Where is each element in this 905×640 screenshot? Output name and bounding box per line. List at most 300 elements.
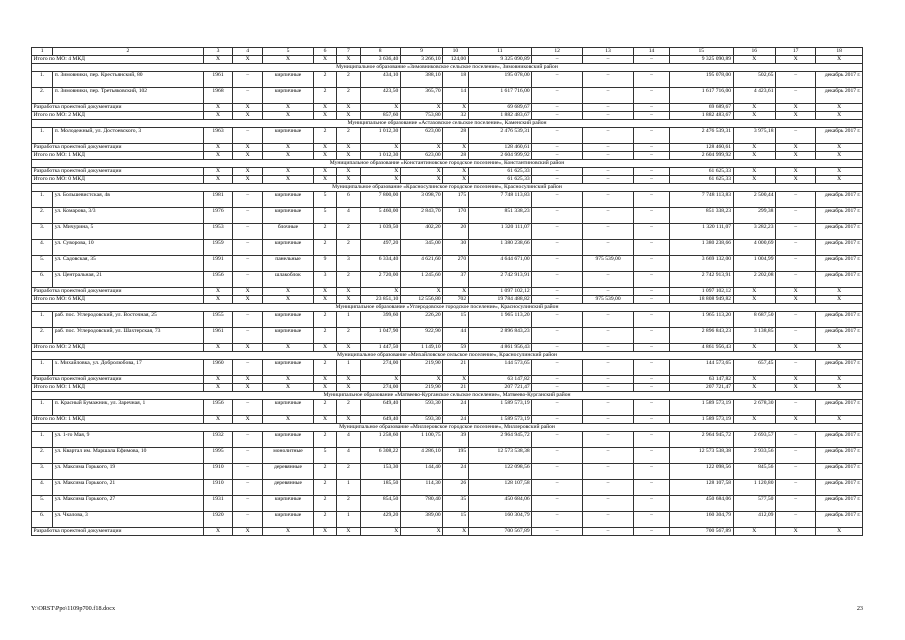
table-row (32, 400, 863, 416)
address-cell: х. Михайловка, ул. Добролюбова, 17 (53, 360, 204, 376)
row-number: 2. (32, 88, 53, 104)
document-path: Y:\ORST\Ppo\1109p700.f18.docx (31, 605, 116, 612)
cell: 2 843,70 (400, 208, 442, 224)
cell: Х (775, 152, 815, 160)
cell: 434,10 (360, 72, 400, 88)
cell: Х (337, 152, 360, 160)
cell: – (633, 72, 669, 88)
cell: 2 742 913,91 (670, 272, 734, 288)
deadline-cell: декабрь 2017 г. (816, 512, 863, 528)
deadline-cell: декабрь 2017 г. (816, 432, 863, 448)
cell: – (583, 128, 634, 144)
cell: 4 621,60 (400, 256, 442, 272)
column-number: 2 (53, 48, 204, 56)
cell: Х (400, 176, 442, 184)
cell: – (633, 448, 669, 464)
cell: – (532, 288, 583, 296)
cell: 399,60 (360, 312, 400, 328)
cell: 1 617 716,00 (468, 88, 532, 104)
row-number: 4. (32, 480, 53, 496)
address-cell: раб. пос. Углеродовский, ул. Шахтерская, 73 (53, 328, 204, 344)
cell: 61 625,33 (670, 168, 734, 176)
cell: 2 (313, 328, 336, 344)
address-cell: ул. Максима Горького, 27 (53, 496, 204, 512)
cell: 6 (337, 192, 360, 208)
cell: 412,09 (733, 512, 775, 528)
cell: Х (337, 288, 360, 296)
row-label: Разработка проектной документации (32, 144, 204, 152)
cell: 7 800,00 (360, 192, 400, 208)
cell: Х (337, 296, 360, 304)
cell: Х (775, 168, 815, 176)
cell: Х (360, 288, 400, 296)
cell: Х (203, 152, 233, 160)
cell: 1 380 238,66 (670, 240, 734, 256)
cell: – (633, 384, 669, 392)
deadline-cell: декабрь 2017 г. (816, 328, 863, 344)
cell: – (583, 464, 634, 480)
cell: 1995 (203, 448, 233, 464)
cell: 3 975,18 (733, 128, 775, 144)
cell: 61 625,33 (468, 176, 532, 184)
cell: – (775, 88, 815, 104)
cell: – (633, 168, 669, 176)
cell: – (633, 328, 669, 344)
cell: Х (360, 528, 400, 536)
cell: Х (233, 152, 263, 160)
summary-row (32, 384, 863, 392)
summary-row (32, 144, 863, 152)
cell: Х (816, 168, 863, 176)
cell: 61 625,33 (670, 176, 734, 184)
cell: – (633, 256, 669, 272)
cell: – (532, 208, 583, 224)
cell: 114,30 (400, 480, 442, 496)
cell: блочные (263, 224, 314, 240)
cell: Х (816, 344, 863, 352)
row-number: 1. (32, 360, 53, 376)
cell: 975 539,00 (583, 296, 634, 304)
cell: Х (733, 176, 775, 184)
cell: – (775, 240, 815, 256)
address-cell: п. Красный Бумажник, ул. Заречная, 1 (53, 400, 204, 416)
cell: 2 (313, 432, 336, 448)
cell: Х (263, 176, 314, 184)
cell: кирпичные (263, 240, 314, 256)
cell: 5 (313, 192, 336, 208)
cell: 28 (443, 152, 468, 160)
cell: 2 (313, 464, 336, 480)
cell: – (583, 192, 634, 208)
section-title: Муниципальное образование «Матвеево-Курганское сельское поселение», Матвеево-Курганский район (32, 392, 863, 400)
cell: 577,50 (733, 496, 775, 512)
cell: Х (263, 104, 314, 112)
cell: 3 098,70 (400, 192, 442, 208)
cell: 12 573 538,38 (670, 448, 734, 464)
cell: 2 896 843,23 (670, 328, 734, 344)
cell: – (583, 328, 634, 344)
cell: – (583, 240, 634, 256)
cell: 7 748 113,83 (468, 192, 532, 208)
cell: 1968 (203, 88, 233, 104)
cell: 649,40 (360, 400, 400, 416)
cell: Х (400, 376, 442, 384)
cell: Х (203, 296, 233, 304)
table-row (32, 496, 863, 512)
cell: 4 861 956,43 (670, 344, 734, 352)
cell: 2 (313, 224, 336, 240)
cell: Х (360, 144, 400, 152)
cell: 2 (337, 328, 360, 344)
cell: Х (233, 384, 263, 392)
row-number: 1. (32, 400, 53, 416)
cell: Х (313, 56, 336, 64)
cell: – (775, 496, 815, 512)
cell: – (532, 296, 583, 304)
cell: 32 (443, 112, 468, 120)
cell: – (775, 256, 815, 272)
cell: – (233, 448, 263, 464)
cell: – (233, 208, 263, 224)
cell: – (532, 384, 583, 392)
row-number: 6. (32, 272, 53, 288)
cell: Х (233, 56, 263, 64)
cell: 2 896 843,23 (468, 328, 532, 344)
row-label: Итого по МО: 4 МКД (32, 56, 204, 64)
cell: 922,90 (400, 328, 442, 344)
cell: 219,90 (400, 384, 442, 392)
cell: – (583, 384, 634, 392)
document-page (31, 47, 863, 536)
cell: Х (733, 56, 775, 64)
deadline-cell: декабрь 2017 г. (816, 192, 863, 208)
cell: Х (233, 112, 263, 120)
row-label: Итого по МО: 6 МКД (32, 296, 204, 304)
cell: Х (233, 288, 263, 296)
cell: 1 (337, 360, 360, 376)
header-row (32, 48, 863, 56)
cell: – (233, 464, 263, 480)
cell: Х (233, 144, 263, 152)
cell: – (633, 344, 669, 352)
cell: 1 589 573,19 (670, 416, 734, 424)
address-cell: п. Зимовники, пер. Третьяковский, 102 (53, 88, 204, 104)
cell: 128 107,58 (670, 480, 734, 496)
cell: Х (263, 528, 314, 536)
cell: Х (360, 104, 400, 112)
cell: – (583, 312, 634, 328)
cell: кирпичные (263, 360, 314, 376)
cell: Х (313, 168, 336, 176)
cell: 26 (443, 480, 468, 496)
cell: – (532, 176, 583, 184)
cell: – (583, 112, 634, 120)
cell: 657,45 (733, 360, 775, 376)
cell: 2 (313, 480, 336, 496)
summary-row (32, 296, 863, 304)
row-label: Итого по МО: 1 МКД (32, 384, 204, 392)
table-row (32, 208, 863, 224)
cell: 345,00 (400, 240, 442, 256)
cell: 63 147,82 (670, 376, 734, 384)
cell: 122 098,56 (670, 464, 734, 480)
address-cell: ул. Максима Горького, 21 (53, 480, 204, 496)
cell: кирпичные (263, 328, 314, 344)
cell: 128 460,61 (670, 144, 734, 152)
cell: – (633, 512, 669, 528)
cell: Х (313, 528, 336, 536)
cell: 2 604 999,92 (670, 152, 734, 160)
cell: 1932 (203, 432, 233, 448)
table-row (32, 360, 863, 376)
column-number: 1 (32, 48, 53, 56)
table-row (32, 328, 863, 344)
cell: Х (203, 176, 233, 184)
cell: Х (400, 144, 442, 152)
cell: 1 047,90 (360, 328, 400, 344)
summary-row (32, 288, 863, 296)
table-row (32, 240, 863, 256)
deadline-cell: декабрь 2017 г. (816, 240, 863, 256)
cell: 37 (443, 272, 468, 288)
cell: Х (263, 168, 314, 176)
cell: 1 039,50 (360, 224, 400, 240)
cell: Х (775, 104, 815, 112)
cell: Х (203, 416, 233, 424)
cell: – (233, 240, 263, 256)
cell: 18 (443, 72, 468, 88)
cell: 1961 (203, 328, 233, 344)
row-number: 3. (32, 224, 53, 240)
cell: Х (337, 528, 360, 536)
cell: Х (203, 376, 233, 384)
cell: 23 851,10 (360, 296, 400, 304)
cell: 402,20 (400, 224, 442, 240)
cell: – (532, 152, 583, 160)
housing-table (31, 47, 863, 536)
cell: – (532, 224, 583, 240)
cell: – (583, 104, 634, 112)
section-title: Муниципальное образование «Миллеровское городское поселение», Миллеровский район (32, 424, 863, 432)
cell: Х (816, 176, 863, 184)
cell: Х (443, 288, 468, 296)
address-cell: ул. Мичурина, 5 (53, 224, 204, 240)
table-row (32, 448, 863, 464)
section-title: Муниципальное образование «Красносулинское городское поселение», Красносулинский район (32, 184, 863, 192)
cell: – (775, 72, 815, 88)
cell: Х (733, 104, 775, 112)
cell: 128 460,61 (468, 144, 532, 152)
cell: 4 286,10 (400, 448, 442, 464)
section-title: Муниципальное образование «Углеродовское городское поселение», Красносулинский район (32, 304, 863, 312)
column-number: 3 (203, 48, 233, 56)
cell: Х (816, 104, 863, 112)
cell: Х (816, 528, 863, 536)
cell: – (583, 72, 634, 88)
cell: 1976 (203, 208, 233, 224)
cell: 857,60 (360, 112, 400, 120)
cell: Х (733, 112, 775, 120)
cell: Х (360, 176, 400, 184)
cell: Х (337, 144, 360, 152)
cell: 1956 (203, 272, 233, 288)
cell: – (532, 480, 583, 496)
cell: кирпичные (263, 512, 314, 528)
cell: 2 476 539,31 (468, 128, 532, 144)
cell: Х (816, 384, 863, 392)
cell: – (633, 376, 669, 384)
cell: деревянные (263, 480, 314, 496)
cell: – (583, 56, 634, 64)
cell: 274,00 (360, 384, 400, 392)
cell: – (233, 72, 263, 88)
address-cell: ул. Максима Горького, 19 (53, 464, 204, 480)
cell: – (532, 112, 583, 120)
cell: – (775, 400, 815, 416)
cell: 3 669 132,00 (670, 256, 734, 272)
address-cell: ул. Комарова, 3/3 (53, 208, 204, 224)
cell: 2 (313, 312, 336, 328)
cell: кирпичные (263, 128, 314, 144)
deadline-cell: декабрь 2017 г. (816, 448, 863, 464)
cell: 59 (443, 344, 468, 352)
cell: – (583, 528, 634, 536)
cell: 21 (443, 360, 468, 376)
section-row (32, 352, 863, 360)
cell: Х (775, 144, 815, 152)
cell: – (633, 144, 669, 152)
cell: Х (313, 288, 336, 296)
cell: Х (360, 376, 400, 384)
table-row (32, 432, 863, 448)
cell: Х (263, 384, 314, 392)
address-cell: ул. Центральная, 21 (53, 272, 204, 288)
cell: 30 (443, 240, 468, 256)
cell: 39 (443, 432, 468, 448)
deadline-cell: декабрь 2017 г. (816, 480, 863, 496)
column-number: 15 (670, 48, 734, 56)
cell: 144,40 (400, 464, 442, 480)
cell: – (583, 152, 634, 160)
cell: – (233, 128, 263, 144)
cell: – (775, 448, 815, 464)
cell: – (633, 496, 669, 512)
cell: – (532, 448, 583, 464)
cell: – (233, 480, 263, 496)
cell: Х (263, 344, 314, 352)
cell: 185,50 (360, 480, 400, 496)
cell: Х (775, 528, 815, 536)
cell: Х (313, 376, 336, 384)
table-row (32, 312, 863, 328)
cell: Х (337, 384, 360, 392)
cell: 2 (337, 72, 360, 88)
cell: Х (443, 168, 468, 176)
cell: – (775, 480, 815, 496)
section-title: Муниципальное образование «Зимовниковское сельское поселение», Зимовниковский район (32, 64, 863, 72)
address-cell: ул. Квартал им. Маршала Ефимова, 10 (53, 448, 204, 464)
row-number: 1. (32, 72, 53, 88)
cell: – (233, 88, 263, 104)
table-row (32, 72, 863, 88)
cell: – (532, 344, 583, 352)
column-number: 12 (532, 48, 583, 56)
cell: – (233, 400, 263, 416)
deadline-cell: декабрь 2017 г. (816, 464, 863, 480)
cell: 389,00 (400, 512, 442, 528)
summary-row (32, 112, 863, 120)
cell: – (532, 272, 583, 288)
cell: 593,30 (400, 400, 442, 416)
cell: 365,70 (400, 88, 442, 104)
cell: – (532, 72, 583, 88)
cell: 4 861 956,43 (468, 344, 532, 352)
cell: – (775, 432, 815, 448)
cell: 4 (337, 208, 360, 224)
cell: 195 078,00 (468, 72, 532, 88)
cell: – (532, 464, 583, 480)
cell: – (532, 496, 583, 512)
cell: Х (775, 176, 815, 184)
cell: Х (203, 288, 233, 296)
cell: 1 882 483,67 (468, 112, 532, 120)
column-number: 14 (633, 48, 669, 56)
cell: Х (443, 176, 468, 184)
cell: Х (313, 104, 336, 112)
cell: – (583, 480, 634, 496)
row-number: 5. (32, 256, 53, 272)
summary-row (32, 376, 863, 384)
cell: 4 (337, 432, 360, 448)
cell: 124,00 (443, 56, 468, 64)
cell: – (532, 528, 583, 536)
cell: 1 447,50 (360, 344, 400, 352)
cell: – (583, 224, 634, 240)
table-row (32, 88, 863, 104)
cell: 851 338,23 (468, 208, 532, 224)
cell: 388,10 (400, 72, 442, 88)
cell: – (233, 192, 263, 208)
cell: деревянные (263, 464, 314, 480)
cell: Х (263, 144, 314, 152)
section-row (32, 392, 863, 400)
cell: Х (443, 104, 468, 112)
cell: 2 476 539,31 (670, 128, 734, 144)
address-cell: ул. Садовская, 35 (53, 256, 204, 272)
cell: – (633, 360, 669, 376)
cell: 502,65 (733, 72, 775, 88)
cell: – (233, 328, 263, 344)
cell: 700 567,89 (468, 528, 532, 536)
cell: 2 (337, 224, 360, 240)
section-row (32, 64, 863, 72)
cell: 24 (443, 400, 468, 416)
summary-row (32, 528, 863, 536)
deadline-cell: декабрь 2017 г. (816, 128, 863, 144)
deadline-cell: декабрь 2017 г. (816, 72, 863, 88)
table-row (32, 272, 863, 288)
cell: 1959 (203, 240, 233, 256)
cell: 219,90 (400, 360, 442, 376)
row-label: Разработка проектной документации (32, 528, 204, 536)
cell: Х (203, 56, 233, 64)
cell: – (583, 376, 634, 384)
cell: – (532, 432, 583, 448)
deadline-cell: декабрь 2017 г. (816, 272, 863, 288)
cell: 1 (337, 312, 360, 328)
cell: 1953 (203, 224, 233, 240)
cell: 2 (337, 464, 360, 480)
